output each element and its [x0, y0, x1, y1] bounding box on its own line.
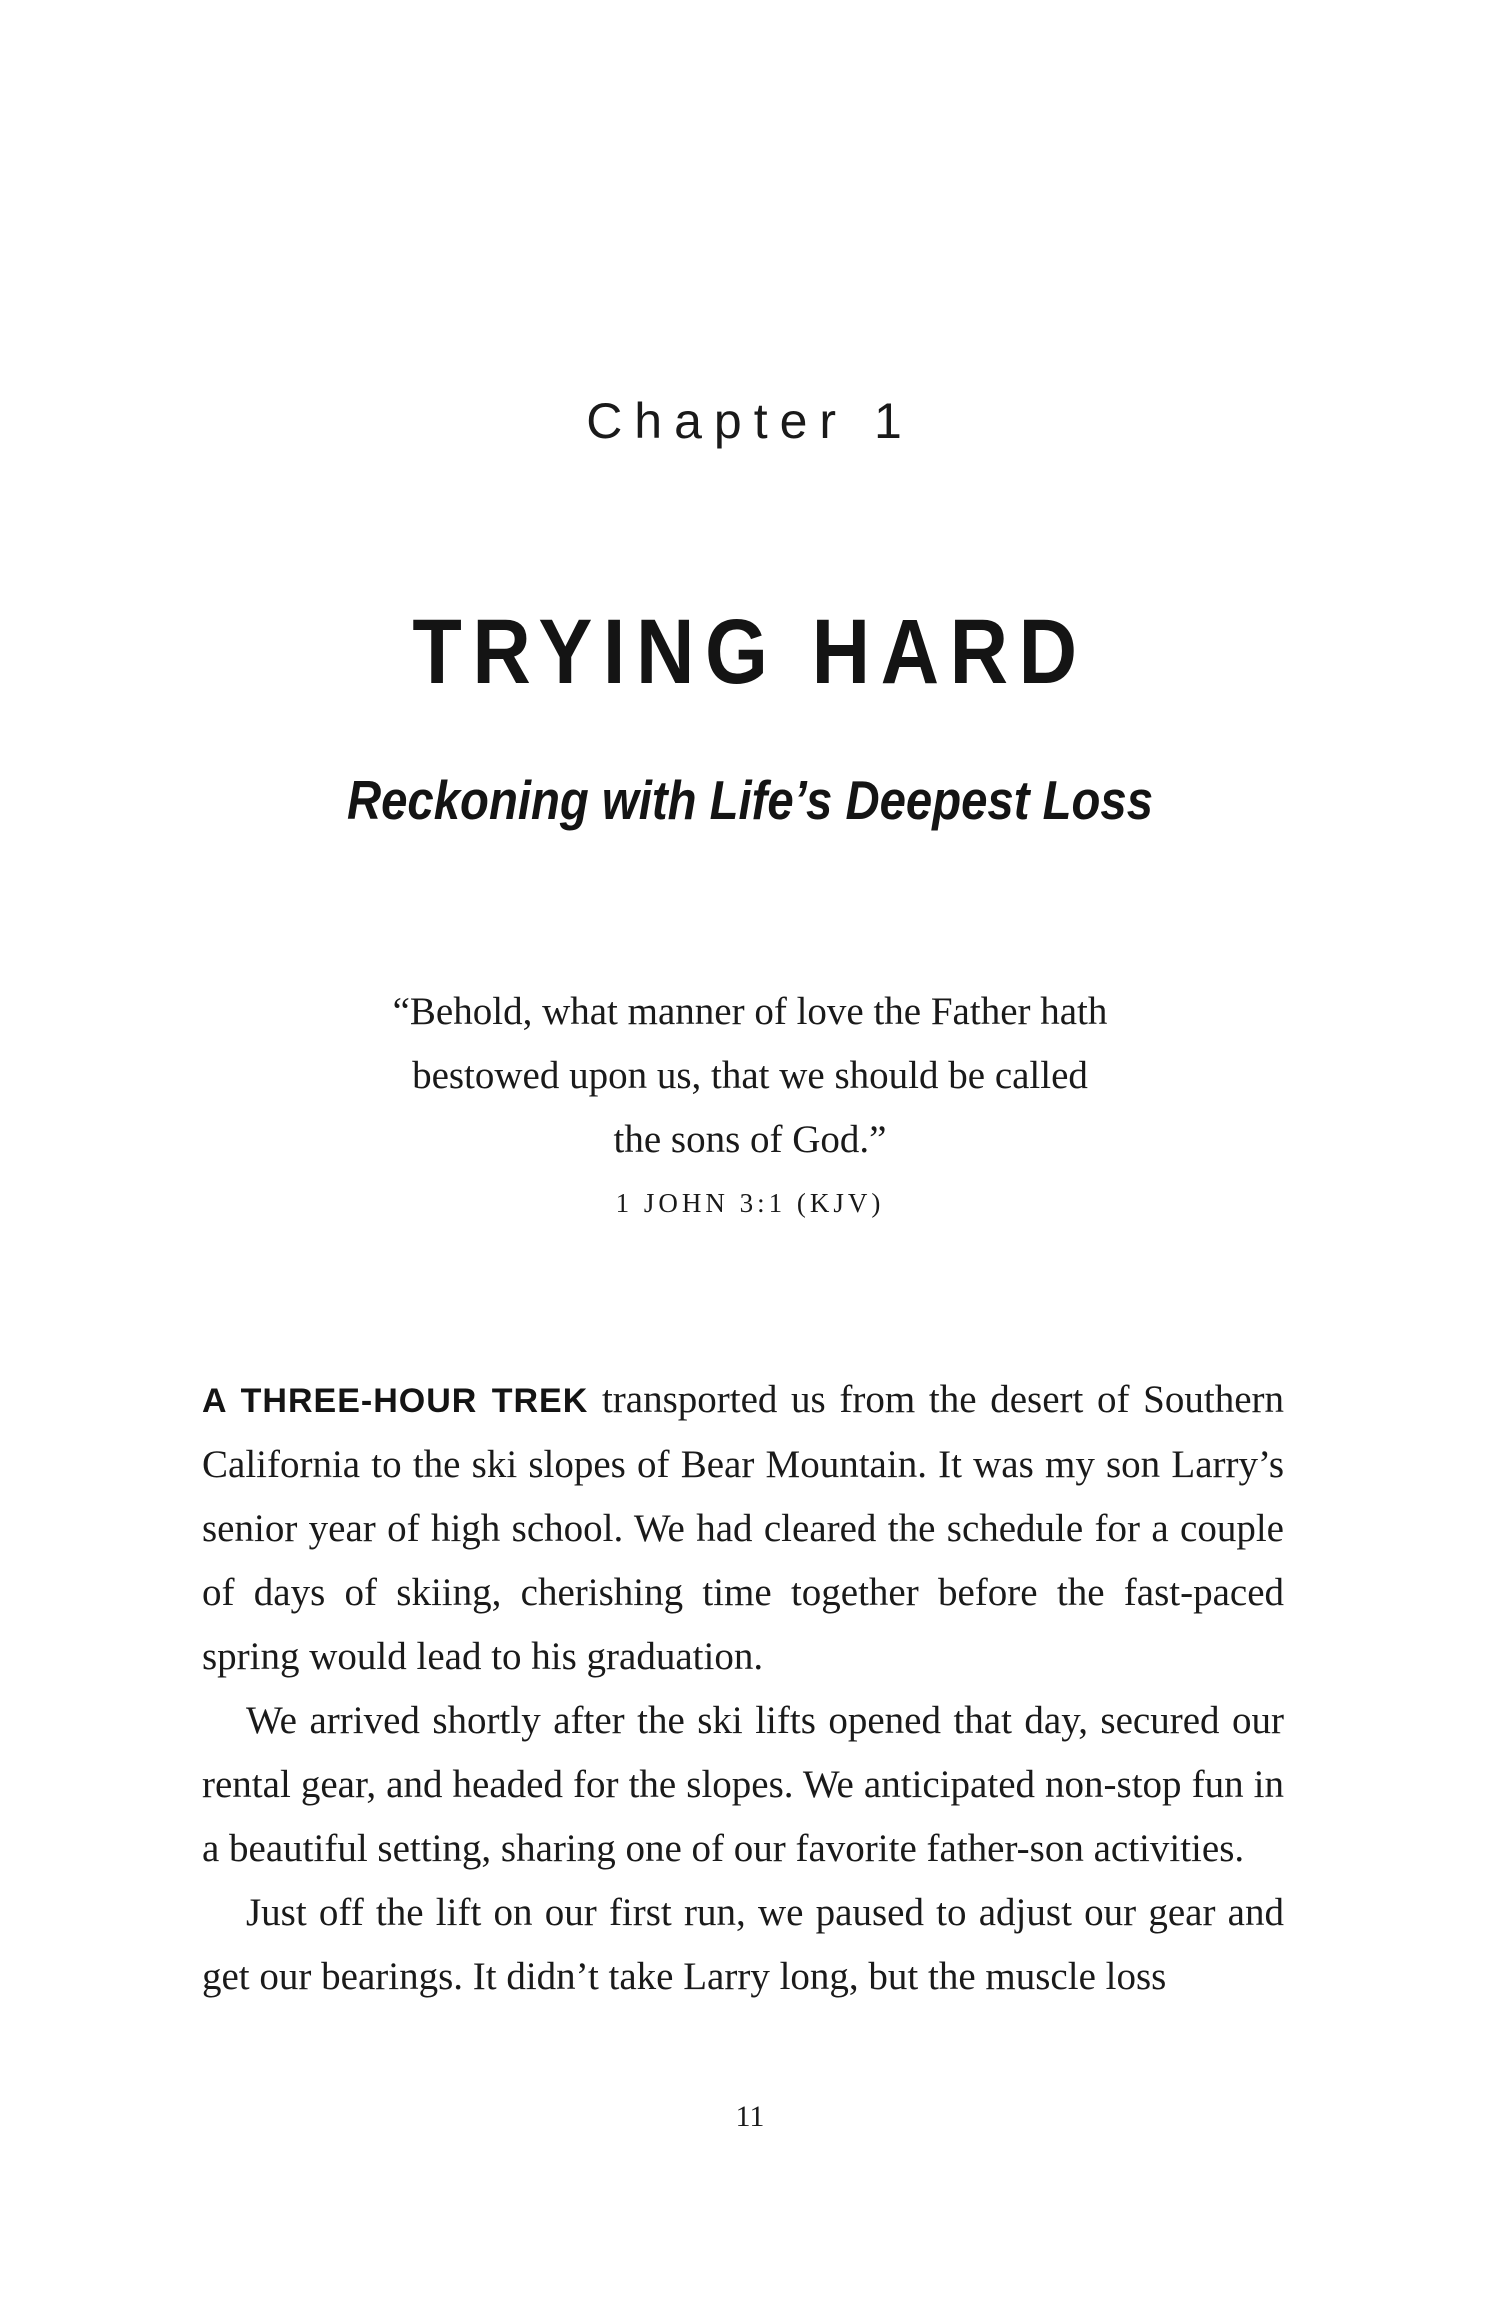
epigraph-line: the sons of God.”: [613, 1118, 887, 1161]
paragraph: [202, 1368, 1284, 1689]
paragraph: Just off the lift on our first run, we paused to adjust our gear and get our bearings. It didn’t take Larry long, but the muscle loss: [202, 1891, 1284, 1998]
epigraph-line: “Behold, what manner of love the Father hath: [392, 990, 1108, 1033]
chapter-label: Chapter 1: [586, 393, 914, 449]
lead-in: A THREE-HOUR TREK: [202, 1382, 589, 1420]
epigraph-reference: 1 JOHN 3:1 (KJV): [615, 1188, 885, 1218]
chapter-title: TRYING HARD: [412, 601, 1088, 703]
body-text: [202, 1368, 1284, 2009]
page-number: 11: [735, 2100, 765, 2133]
epigraph-quote: [300, 980, 1200, 1172]
paragraph: We arrived shortly after the ski lifts opened that day, secured our rental gear, and headed for the slopes. We anticipated non-stop fun in a beautiful setting, sharing one of our favorite father-son activities.: [202, 1699, 1284, 1870]
paragraph-text: transported us from the desert of Southern California to the ski slopes of Bear Mountain. It was my son Larry’s senior year of high school. We had cleared the schedule for a couple of days of skiing, cherishing time together before the fast-paced spring would lead to his graduation.: [202, 1378, 1284, 1678]
epigraph-line: bestowed upon us, that we should be called: [412, 1054, 1088, 1097]
chapter-subtitle: Reckoning with Life’s Deepest Loss: [346, 769, 1154, 831]
